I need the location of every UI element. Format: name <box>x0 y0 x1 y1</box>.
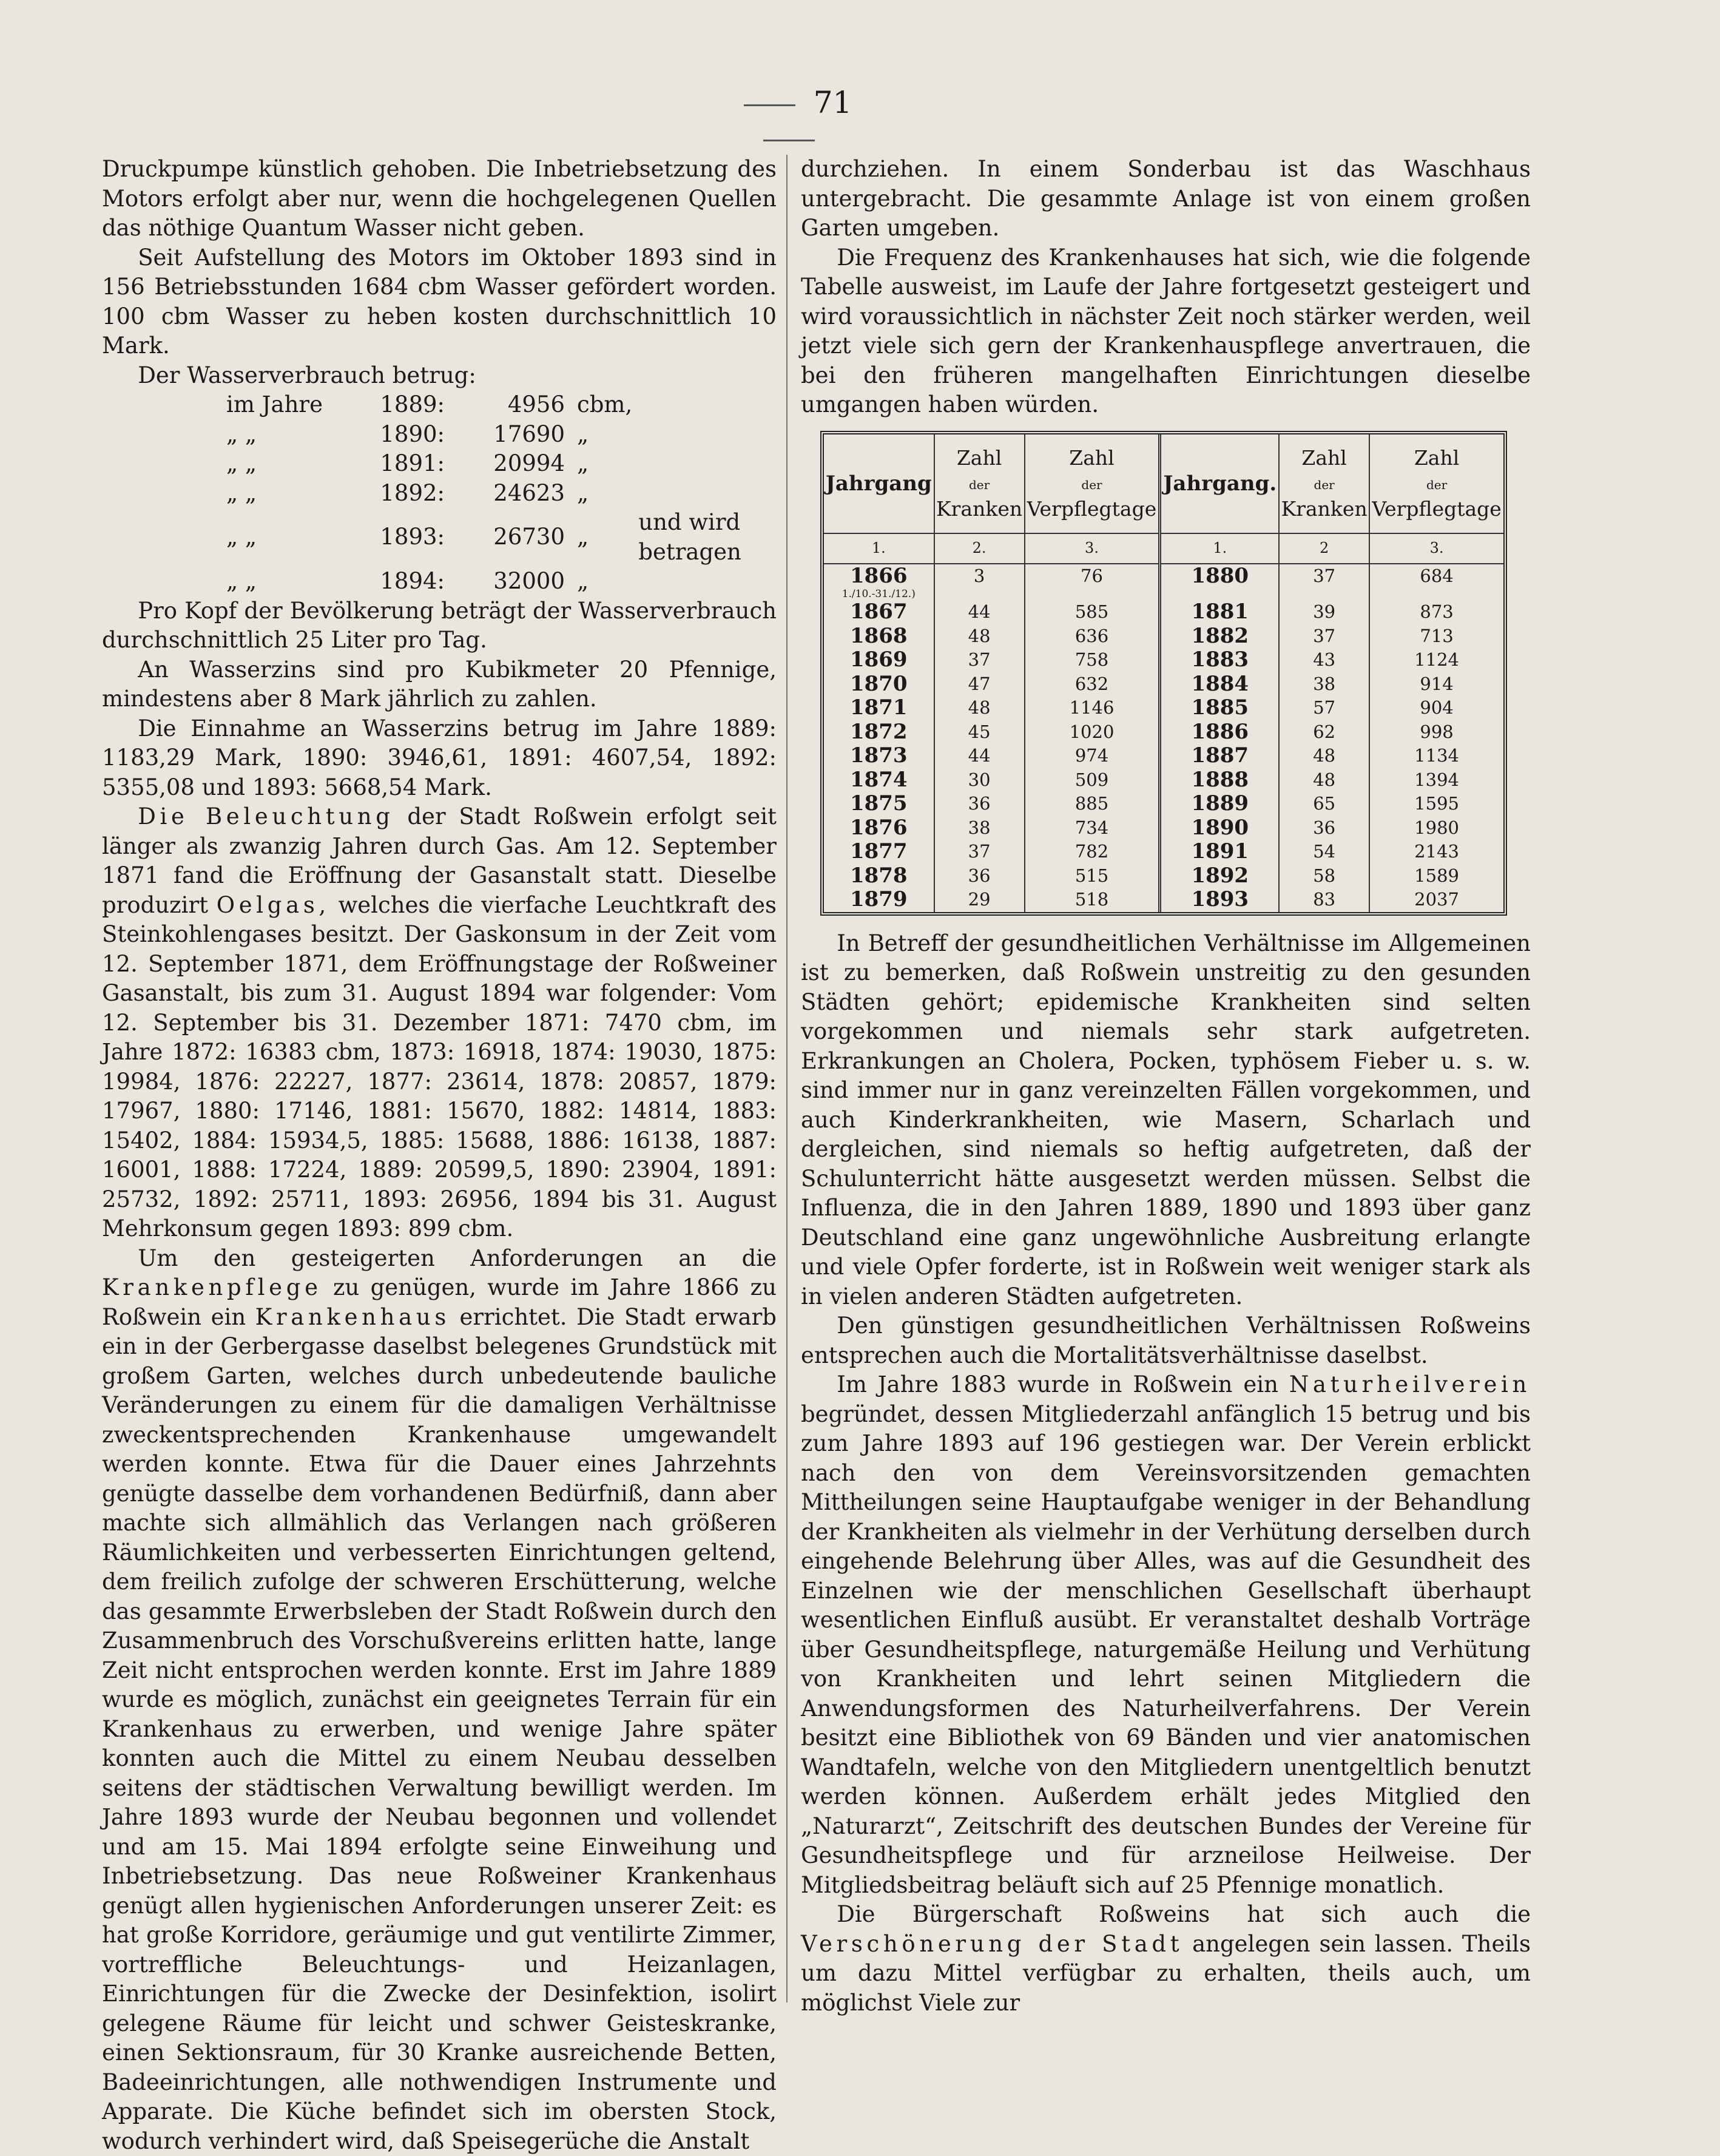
water-label: „ „ <box>226 567 378 596</box>
water-year: 1894: <box>378 567 450 596</box>
header-text: Zahl <box>1414 446 1459 470</box>
table-row <box>824 816 1503 840</box>
table-cell: 1893 <box>1160 888 1279 912</box>
table-cell: 632 <box>1025 672 1160 697</box>
table-subnote-row <box>824 588 1503 600</box>
table-cell: 904 <box>1369 696 1503 720</box>
table-cell: 65 <box>1279 792 1369 816</box>
paragraph: Pro Kopf der Bevölkerung beträgt der Wasserverbrauch durchschnittlich 25 Liter pro Tag. <box>102 596 777 655</box>
table-cell: 76 <box>1025 564 1160 589</box>
table-cell: 1891 <box>1160 840 1279 864</box>
text-run: der Stadt Roßwein erfolgt seit länger als zwanzig Jahren durch Gas. Am 12. September 1871 fand die Eröffnung der Gasanstalt statt. Dieselbe produzirt <box>102 803 777 918</box>
table-cell: 758 <box>1025 648 1160 672</box>
water-year: 1893: <box>378 508 450 567</box>
table-cell: 518 <box>1025 888 1160 912</box>
table-cell: 57 <box>1279 696 1369 720</box>
water-unit: „ <box>577 420 632 450</box>
table-cell: 58 <box>1279 864 1369 888</box>
table-cell: 37 <box>1279 624 1369 649</box>
paragraph: In Betreff der gesundheitlichen Verhältnisse im Allgemeinen ist zu bemerken, daß Roßwein unstreitig zu den gesunden Städten gehört; epidemische Krankheiten sind selten vorgekommen und niemals sehr stark aufgetreten. Erkrankungen an Cholera, Pocken, typhösem Fieber u. s. w. sind immer nur in ganz vereinzelten Fällen vorgekommen, und auch Kinderkrankheiten, wie Masern, Scharlach und dergleichen, sind niemals so heftig aufgetreten, daß der Schulunterricht hätte ausgesetzt werden müssen. Selbst die Influenza, die in den Jahren 1889, 1890 und 1893 über ganz Deutschland eine ganz ungewöhnliche Ausbreitung erlangte und viele Opfer forderte, ist in Roßwein weit weniger stark als in vielen anderen Städten aufgetreten. <box>801 929 1531 1312</box>
right-column <box>801 155 1531 2018</box>
table-cell: 47 <box>934 672 1025 697</box>
text-run: angelegen sein lassen. Theils um dazu Mittel verfügbar zu erhalten, theils auch, um möglichst Viele zur <box>801 1931 1531 2016</box>
table-cell-empty <box>1279 588 1369 600</box>
table-cell: 1878 <box>824 864 934 888</box>
table-cell-empty <box>1369 588 1503 600</box>
water-note <box>632 479 777 509</box>
paragraph: Seit Aufstellung des Motors im Oktober 1893 sind in 156 Betriebsstunden 1684 cbm Wasser gefördert worden. 100 cbm Wasser zu heben kosten durchschnittlich 10 Mark. <box>102 243 777 361</box>
table-cell: 1888 <box>1160 768 1279 792</box>
table-cell: 45 <box>934 720 1025 745</box>
table-cell: 885 <box>1025 792 1160 816</box>
table-row <box>824 720 1503 745</box>
header-text: Kranken <box>936 497 1022 521</box>
header-text: Verpflegtage <box>1027 497 1157 521</box>
paragraph-naturheilverein <box>801 1370 1531 1900</box>
paragraph-hospital <box>102 1244 777 2156</box>
water-note <box>632 390 777 420</box>
table-cell: 37 <box>934 648 1025 672</box>
text-run: Im Jahre 1883 wurde in Roßwein ein <box>837 1371 1289 1397</box>
table-cell: 48 <box>934 624 1025 649</box>
table-cell: 3 <box>934 564 1025 589</box>
table-cell: 1595 <box>1369 792 1503 816</box>
table-cell: 713 <box>1369 624 1503 649</box>
water-row <box>226 567 777 596</box>
table-cell: 1020 <box>1025 720 1160 745</box>
table-cell: 1873 <box>824 744 934 768</box>
table-cell: 1589 <box>1369 864 1503 888</box>
table-cell: 1881 <box>1160 600 1279 624</box>
table-cell: 1124 <box>1369 648 1503 672</box>
water-note <box>632 420 777 450</box>
water-note: und wird betragen <box>632 508 777 567</box>
spaced-term: Naturheilverein <box>1289 1371 1531 1397</box>
paragraph-verschoenerung <box>801 1900 1531 2018</box>
spaced-term: Die Beleuchtung <box>138 803 394 830</box>
table-cell: 1134 <box>1369 744 1503 768</box>
page-number <box>686 85 892 155</box>
table-row <box>824 792 1503 816</box>
header-text: Zahl <box>1301 446 1346 470</box>
water-year: 1891: <box>378 449 450 479</box>
table-cell: 2143 <box>1369 840 1503 864</box>
table-row <box>824 624 1503 649</box>
table-subnote: 1./10.-31./12.) <box>824 588 934 600</box>
page-number-rule-left <box>744 104 795 106</box>
header-year-2: Jahrgang. <box>1160 434 1279 533</box>
table-row <box>824 600 1503 624</box>
spaced-term: Krankenhaus <box>255 1304 450 1330</box>
header-text: der <box>1081 478 1102 492</box>
table-cell: 1875 <box>824 792 934 816</box>
column-number: 3. <box>1025 533 1160 564</box>
table-cell: 48 <box>1279 744 1369 768</box>
table-cell: 44 <box>934 744 1025 768</box>
table-cell: 1889 <box>1160 792 1279 816</box>
paragraph: Die Einnahme an Wasserzins betrug im Jahre 1889: 1183,29 Mark, 1890: 3946,61, 1891: 4607,54, 1892: 5355,08 und 1893: 5668,54 Mark. <box>102 714 777 803</box>
table-row <box>824 744 1503 768</box>
table-cell: 1394 <box>1369 768 1503 792</box>
text-run: Um den gesteigerten Anforderungen an die <box>138 1245 777 1271</box>
table-cell: 48 <box>934 696 1025 720</box>
water-year: 1892: <box>378 479 450 509</box>
table-cell: 1886 <box>1160 720 1279 745</box>
water-unit: „ <box>577 479 632 509</box>
table-cell: 62 <box>1279 720 1369 745</box>
water-note <box>632 449 777 479</box>
table-cell: 2037 <box>1369 888 1503 912</box>
header-text: der <box>1314 478 1335 492</box>
water-value: 26730 <box>450 508 577 567</box>
water-label: „ „ <box>226 449 378 479</box>
hospital-frequency-table-frame <box>820 431 1507 916</box>
paragraph: Die Frequenz des Krankenhauses hat sich, wie die folgende Tabelle ausweist, im Laufe der Jahre fortgesetzt gesteigert und wird voraussichtlich in nächster Zeit noch stärker werden, weil jetzt viele sich gern der Krankenhauspflege anvertrauen, die bei den früheren mangelhaften Einrichtungen dieselbe umgangen haben würden. <box>801 243 1531 420</box>
header-text: der <box>1426 478 1447 492</box>
header-text: Verpflegtage <box>1372 497 1502 521</box>
text-run: errichtet. Die Stadt erwarb ein in der Gerbergasse daselbst belegenes Grundstück mit großem Garten, welches durch unbedeutende bauliche Veränderungen zu einem für die damaligen Verhältnisse zweckentsprechenden Krankenhause umgewandelt werden konnte. Etwa für die Dauer eines Jahrzehnts genügte dasselbe dem vorhandenen Bedürfniß, dann aber machte sich allmählich das Verlangen nach größeren Räumlichkeiten und verbesserten Einrichtungen geltend, dem freilich zufolge der schweren Erschütterung, welche das gesammte Erwerbsleben der Stadt Roßwein durch den Zusammenbruch des Vorschußvereins erlitten hatte, lange Zeit nicht entsprochen werden konnte. Erst im Jahre 1889 wurde es möglich, zunächst ein geeignetes Terrain für ein Krankenhaus zu erwerben, und wenige Jahre später konnten auch die Mittel zu einem Neubau desselben seitens der städtischen Verwaltung bewilligt werden. Im Jahre 1893 wurde der Neubau begonnen und vollendet und am 15. Mai 1894 erfolgte seine Einweihung und Inbetriebsetzung. Das neue Roßweiner Krankenhaus genügt allen hygienischen Anforderungen unserer Zeit: es hat große Korridore, geräumige und gut ventilirte Zimmer, vortreffliche Beleuchtungs- und Heizanlagen, Einrichtungen für die Zwecke der Desinfektion, isolirt gelegene Räume für leicht und schwer Geisteskranke, einen Sektionsraum, für 30 Kranke ausreichende Betten, Badeeinrichtungen, alle nothwendigen Instrumente und Apparate. Die Küche befindet sich im obersten Stock, wodurch verhindert wird, daß Speisegerüche die Anstalt <box>102 1304 777 2154</box>
table-cell: 37 <box>934 840 1025 864</box>
page-number-rule-right <box>763 140 815 141</box>
table-cell: 585 <box>1025 600 1160 624</box>
table-cell: 1868 <box>824 624 934 649</box>
table-row <box>824 840 1503 864</box>
column-number: 2. <box>934 533 1025 564</box>
table-cell: 1869 <box>824 648 934 672</box>
table-row <box>824 672 1503 697</box>
table-cell: 48 <box>1279 768 1369 792</box>
spaced-term: Oelgas, <box>217 892 330 918</box>
water-year: 1889: <box>378 390 450 420</box>
table-row <box>824 648 1503 672</box>
table-cell: 1867 <box>824 600 934 624</box>
water-row <box>226 420 777 450</box>
table-cell: 998 <box>1369 720 1503 745</box>
water-row <box>226 390 777 420</box>
table-cell: 1870 <box>824 672 934 697</box>
spaced-term: Krankenpflege <box>102 1274 322 1300</box>
table-cell: 38 <box>1279 672 1369 697</box>
water-label: „ „ <box>226 479 378 509</box>
table-cell: 636 <box>1025 624 1160 649</box>
water-label: im Jahre <box>226 390 378 420</box>
table-cell: 38 <box>934 816 1025 840</box>
water-note <box>632 567 777 596</box>
table-cell: 83 <box>1279 888 1369 912</box>
header-sick <box>934 434 1025 533</box>
column-number: 2 <box>1279 533 1369 564</box>
paragraph-lighting <box>102 802 777 1244</box>
water-unit: „ <box>577 508 632 567</box>
table-cell: 1890 <box>1160 816 1279 840</box>
table-cell-empty <box>1160 588 1279 600</box>
water-value: 24623 <box>450 479 577 509</box>
paragraph: durchziehen. In einem Sonderbau ist das Waschhaus untergebracht. Die gesammte Anlage ist von einem großen Garten umgeben. <box>801 155 1531 243</box>
table-cell: 509 <box>1025 768 1160 792</box>
water-value: 17690 <box>450 420 577 450</box>
header-days-2 <box>1369 434 1503 533</box>
spaced-term: Verschönerung der Stadt <box>801 1931 1183 1957</box>
table-cell: 1146 <box>1025 696 1160 720</box>
header-text: Zahl <box>1069 446 1114 470</box>
water-year: 1890: <box>378 420 450 450</box>
paragraph: Den günstigen gesundheitlichen Verhältnissen Roßweins entsprechen auch die Mortalitätsverhältnisse daselbst. <box>801 1311 1531 1370</box>
water-row <box>226 508 777 567</box>
column-number: 1. <box>1160 533 1279 564</box>
table-cell: 29 <box>934 888 1025 912</box>
table-cell: 44 <box>934 600 1025 624</box>
water-row <box>226 479 777 509</box>
table-cell: 43 <box>1279 648 1369 672</box>
table-cell: 1980 <box>1369 816 1503 840</box>
paragraph: An Wasserzins sind pro Kubikmeter 20 Pfennige, mindestens aber 8 Mark jährlich zu zahlen. <box>102 655 777 714</box>
water-value: 20994 <box>450 449 577 479</box>
table-cell: 1879 <box>824 888 934 912</box>
text-run: welches die vierfache Leuchtkraft des Steinkohlengases besitzt. Der Gaskonsum in der Zeit vom 12. September 1871, dem Eröffnungstage der Roßweiner Gasanstalt, bis zum 31. August 1894 war folgender: Vom 12. September bis 31. Dezember 1871: 7470 cbm, im Jahre 1872: 16383 cbm, 1873: 16918, 1874: 19030, 1875: 19984, 1876: 22227, 1877: 23614, 1878: 20857, 1879: 17967, 1880: 17146, 1881: 15670, 1882: 14814, 1883: 15402, 1884: 15934,5, 1885: 15688, 1886: 16138, 1887: 16001, 1888: 17224, 1889: 20599,5, 1890: 23904, 1891: 25732, 1892: 25711, 1893: 26956, 1894 bis 31. August Mehrkonsum gegen 1893: 899 cbm. <box>102 892 777 1242</box>
header-text: Kranken <box>1281 497 1368 521</box>
table-cell: 515 <box>1025 864 1160 888</box>
hospital-frequency-table <box>824 434 1503 912</box>
water-unit: cbm, <box>577 390 632 420</box>
water-value: 4956 <box>450 390 577 420</box>
table-cell: 1887 <box>1160 744 1279 768</box>
table-cell: 36 <box>1279 816 1369 840</box>
table-cell: 1892 <box>1160 864 1279 888</box>
table-cell-empty <box>934 588 1025 600</box>
table-cell: 39 <box>1279 600 1369 624</box>
column-number-row <box>824 533 1503 564</box>
header-sick-2 <box>1279 434 1369 533</box>
table-cell: 684 <box>1369 564 1503 589</box>
table-cell: 37 <box>1279 564 1369 589</box>
header-text: der <box>969 478 990 492</box>
header-year: Jahrgang <box>824 434 934 533</box>
text-run: zu genügen, wurde im Jahre 1866 zu Roßwein ein <box>102 1274 777 1330</box>
table-cell: 873 <box>1369 600 1503 624</box>
table-row <box>824 768 1503 792</box>
header-days <box>1025 434 1160 533</box>
table-cell: 54 <box>1279 840 1369 864</box>
left-column <box>102 155 777 2156</box>
text-run: Die Bürgerschaft Roßweins hat sich auch die <box>837 1901 1531 1927</box>
table-cell: 1882 <box>1160 624 1279 649</box>
table-cell: 782 <box>1025 840 1160 864</box>
paragraph: Druckpumpe künstlich gehoben. Die Inbetriebsetzung des Motors erfolgt aber nur, wenn die hochgelegenen Quellen das nöthige Quantum Wasser nicht geben. <box>102 155 777 243</box>
table-cell: 1883 <box>1160 648 1279 672</box>
table-cell: 1866 <box>824 564 934 589</box>
table-cell: 1871 <box>824 696 934 720</box>
table-cell: 1880 <box>1160 564 1279 589</box>
water-unit: „ <box>577 567 632 596</box>
table-row <box>824 564 1503 589</box>
water-label: „ „ <box>226 420 378 450</box>
header-text: Zahl <box>957 446 1002 470</box>
table-cell: 30 <box>934 768 1025 792</box>
water-consumption-table <box>226 390 777 596</box>
column-number: 3. <box>1369 533 1503 564</box>
paragraph: Der Wasserverbrauch betrug: <box>102 361 777 391</box>
table-cell: 1877 <box>824 840 934 864</box>
page-number-text: 71 <box>814 85 852 120</box>
water-value: 32000 <box>450 567 577 596</box>
water-row <box>226 449 777 479</box>
table-cell-empty <box>1025 588 1160 600</box>
table-cell: 974 <box>1025 744 1160 768</box>
table-cell: 36 <box>934 864 1025 888</box>
table-cell: 1872 <box>824 720 934 745</box>
table-cell: 1885 <box>1160 696 1279 720</box>
table-cell: 36 <box>934 792 1025 816</box>
table-cell: 1874 <box>824 768 934 792</box>
table-cell: 1876 <box>824 816 934 840</box>
table-cell: 1884 <box>1160 672 1279 697</box>
text-run: begründet, dessen Mitgliederzahl anfänglich 15 betrug und bis zum Jahre 1893 auf 196 gestiegen war. Der Verein erblickt nach den von dem Vereinsvorsitzenden gemachten Mittheilungen seine Hauptaufgabe weniger in der Behandlung der Krankheiten als vielmehr in der Verhütung derselben durch eingehende Belehrung über Alles, was auf die Gesundheit des Einzelnen wie der menschlichen Gesellschaft überhaupt wesentlichen Einfluß ausübt. Er veranstaltet deshalb Vorträge über Gesundheitspflege, naturgemäße Heilung und Verhütung von Krankheiten und lehrt seinen Mitgliedern die Anwendungsformen des Naturheilverfahrens. Der Verein besitzt eine Bibliothek von 69 Bänden und vier anatomischen Wandtafeln, welche von den Mitgliedern unentgeltlich benutzt werden können. Außerdem erhält jedes Mitglied den „Naturarzt“, Zeitschrift des deutschen Bundes der Vereine für Gesundheitspflege und für arzneilose Heilweise. Der Mitgliedsbeitrag beläuft sich auf 25 Pfennige monatlich. <box>801 1401 1531 1898</box>
table-row <box>824 864 1503 888</box>
table-cell: 914 <box>1369 672 1503 697</box>
table-row <box>824 696 1503 720</box>
column-divider <box>786 155 787 2002</box>
water-unit: „ <box>577 449 632 479</box>
water-label: „ „ <box>226 508 378 567</box>
table-cell: 734 <box>1025 816 1160 840</box>
table-row <box>824 888 1503 912</box>
column-number: 1. <box>824 533 934 564</box>
